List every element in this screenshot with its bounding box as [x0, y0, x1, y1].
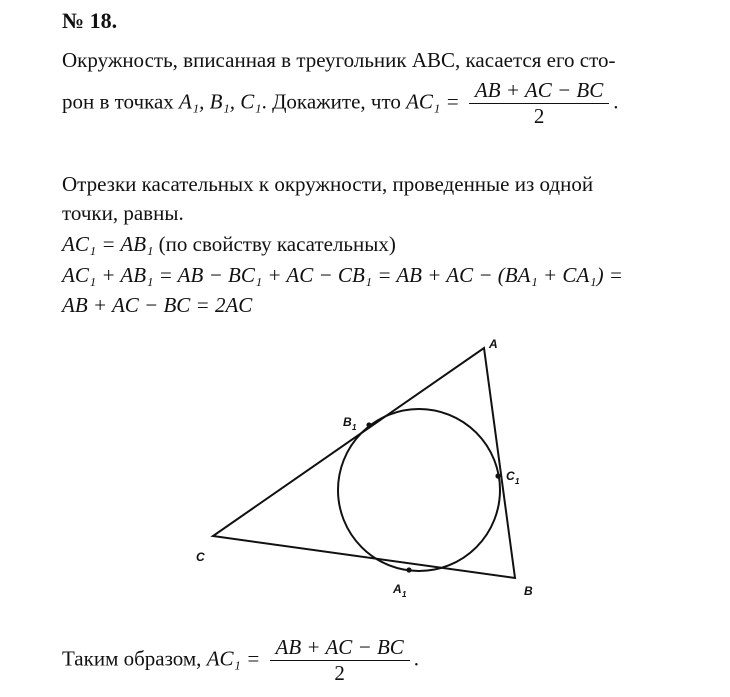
conclusion-prefix: Таким образом,	[62, 646, 207, 671]
conclusion-line	[62, 637, 419, 684]
problem-line-2-mid: . Докажите, что	[261, 89, 407, 114]
label-c1-subscript: 1	[515, 477, 520, 486]
problem-fraction-denominator: 2	[533, 104, 545, 128]
label-c: C	[196, 550, 205, 564]
label-a1-subscript: 1	[402, 590, 407, 599]
conclusion-fraction	[270, 637, 410, 684]
conclusion-fraction-denominator: 2	[334, 661, 345, 685]
label-b1-subscript: 1	[352, 423, 357, 432]
label-a1: A	[393, 582, 402, 596]
problem-fraction-numerator: AB + AC − BC	[469, 80, 609, 104]
problem-lhs: AC₁ =	[406, 89, 460, 114]
tangent-points: A₁, B₁, C₁	[179, 89, 262, 114]
equation-1-math: AC₁ = AB₁	[62, 232, 154, 256]
tangent-point-a1	[406, 567, 411, 572]
conclusion-lhs: AC₁ =	[206, 646, 261, 671]
equation-3: AB + AC − BC = 2AC	[62, 293, 253, 317]
solution-para-line-1: Отрезки касательных к окружности, проведенные из одной	[62, 172, 594, 196]
problem-line-1: Окружность, вписанная в треугольник ABC, касается его сто-	[62, 48, 616, 72]
incircle	[338, 409, 500, 571]
problem-number: № 18.	[62, 8, 118, 33]
label-c1: C	[506, 469, 515, 483]
tangent-point-b1	[366, 422, 371, 427]
label-a: A	[489, 337, 498, 351]
solution-para-line-2: точки, равны.	[62, 201, 184, 225]
triangle-abc	[213, 348, 515, 578]
equation-1-note: (по свойству касательных)	[153, 232, 396, 256]
tangent-point-c1	[495, 473, 500, 478]
problem-line-2-pre: рон в точках	[62, 89, 180, 114]
problem-line-2-end: .	[613, 89, 619, 114]
conclusion-fraction-numerator: AB + AC − BC	[270, 637, 410, 661]
label-b: B	[524, 584, 533, 598]
conclusion-end: .	[413, 646, 420, 671]
equation-2: AC₁ + AB₁ = AB − BC₁ + AC − CB₁ = AB + AC − (BA₁ + CA₁) =	[62, 263, 623, 287]
label-b1: B	[343, 415, 352, 429]
